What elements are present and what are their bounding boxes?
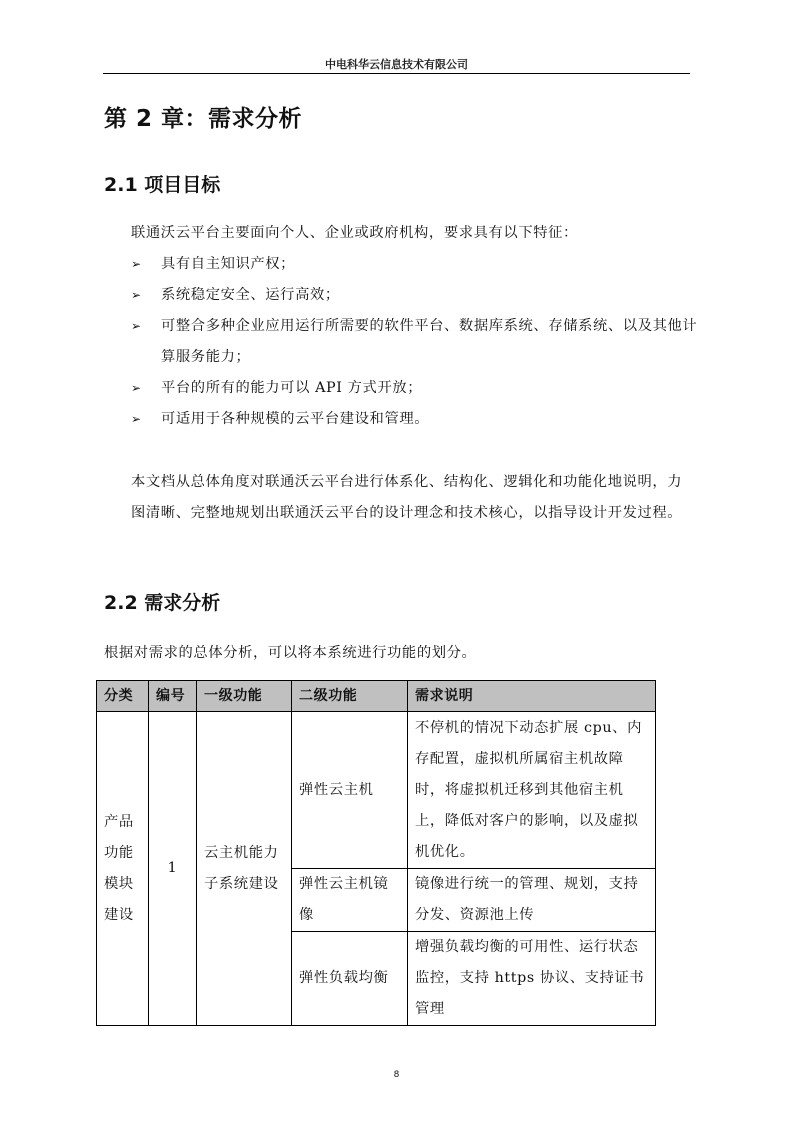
header-level2: 二级功能 bbox=[292, 681, 408, 712]
bullet-item: ➢ 系统稳定安全、运行高效； bbox=[131, 280, 696, 311]
page-number: 8 bbox=[393, 1070, 400, 1080]
section-1-summary: 本文档从总体角度对联通沃云平台进行体系化、结构化、逻辑化和功能化地说明，力图清晰、完整地规划出联通沃云平台的设计理念和技术核心，以指导设计开发过程。 bbox=[131, 474, 683, 521]
arrow-bullet-icon: ➢ bbox=[131, 412, 142, 426]
bullet-item: ➢ 可整合多种企业应用运行所需要的软件平台、数据库系统、存储系统、以及其他计算服务能力； bbox=[131, 311, 701, 373]
table-header-row bbox=[97, 681, 656, 712]
cell-level2: 弹性云主机镜像 bbox=[292, 869, 408, 932]
cell-number: 1 bbox=[149, 712, 197, 1026]
header-level1: 一级功能 bbox=[197, 681, 292, 712]
cell-level2: 弹性云主机 bbox=[292, 712, 408, 869]
arrow-bullet-icon: ➢ bbox=[131, 288, 142, 302]
arrow-bullet-icon: ➢ bbox=[131, 319, 142, 333]
cell-level2: 弹性负载均衡 bbox=[292, 932, 408, 1026]
bullet-item: ➢ 平台的所有的能力可以 API 方式开放； bbox=[131, 373, 696, 404]
cell-category: 产品功能模块建设 bbox=[97, 712, 149, 1026]
header-rule bbox=[103, 73, 690, 74]
arrow-bullet-icon: ➢ bbox=[131, 257, 142, 271]
cell-description: 增强负载均衡的可用性、运行状态监控，支持 https 协议、支持证书管理 bbox=[408, 932, 656, 1026]
header-number: 编号 bbox=[149, 681, 197, 712]
bullet-item: ➢ 可适用于各种规模的云平台建设和管理。 bbox=[131, 404, 696, 435]
cell-description: 镜像进行统一的管理、规划，支持分发、资源池上传 bbox=[408, 869, 656, 932]
section-2-intro: 根据对需求的总体分析，可以将本系统进行功能的划分。 bbox=[104, 645, 477, 661]
requirements-table bbox=[96, 680, 656, 1026]
chapter-title: 第 2 章：需求分析 bbox=[104, 106, 303, 132]
header-description: 需求说明 bbox=[408, 681, 656, 712]
page-header: 中电科华云信息技术有限公司 bbox=[325, 58, 468, 71]
section-title-2-1: 2.1 项目目标 bbox=[104, 174, 221, 196]
header-category: 分类 bbox=[97, 681, 149, 712]
section-1-intro: 联通沃云平台主要面向个人、企业或政府机构，要求具有以下特征： bbox=[131, 225, 578, 241]
bullet-item: ➢ 具有自主知识产权； bbox=[131, 249, 696, 280]
cell-level1: 云主机能力子系统建设 bbox=[197, 712, 292, 1026]
arrow-bullet-icon: ➢ bbox=[131, 381, 142, 395]
table-row bbox=[97, 712, 656, 869]
section-title-2-2: 2.2 需求分析 bbox=[104, 592, 221, 614]
cell-description: 不停机的情况下动态扩展 cpu、内存配置，虚拟机所属宿主机故障时，将虚拟机迁移到其他宿主机上，降低对客户的影响，以及虚拟机优化。 bbox=[408, 712, 656, 869]
